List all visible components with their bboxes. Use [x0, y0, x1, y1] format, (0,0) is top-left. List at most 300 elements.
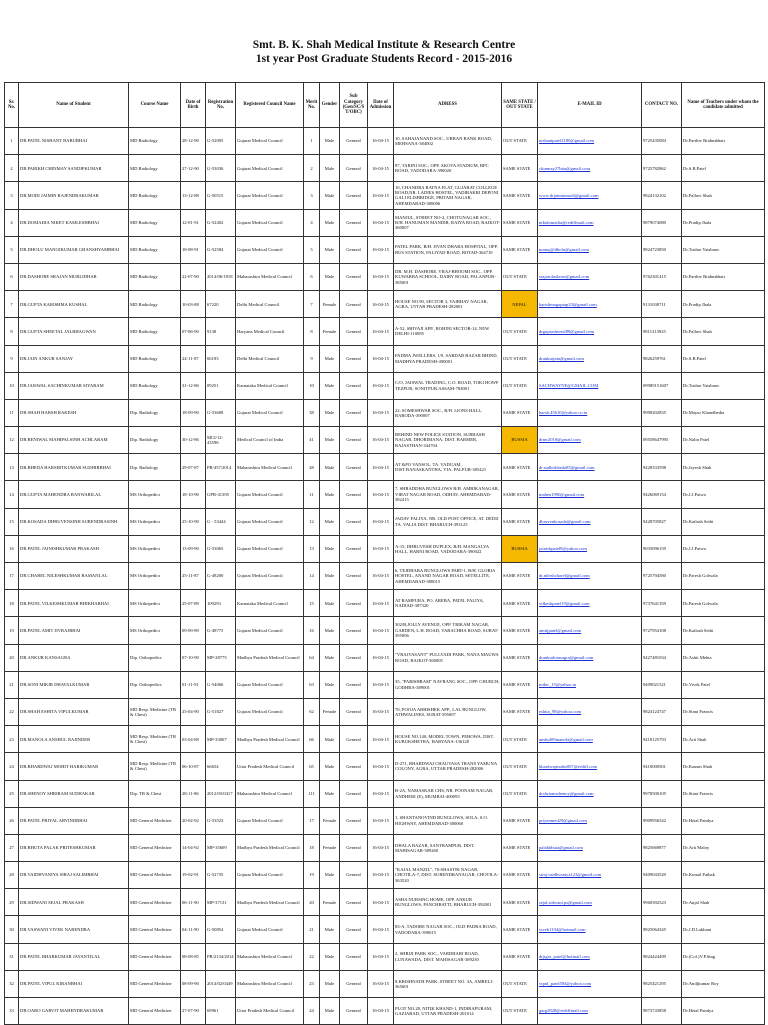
- cell-gender: Male: [320, 182, 340, 209]
- cell-council: Gujarat Medical Council: [236, 481, 304, 508]
- cell-gender: Male: [320, 427, 340, 454]
- cell-admission-date: 16-04-15: [368, 481, 394, 508]
- cell-dob: 30-12-86: [181, 427, 206, 454]
- cell-gender: Female: [320, 807, 340, 834]
- cell-contact: 9811313925: [642, 318, 682, 345]
- cell-teacher: Dr.Hetal Pandya: [682, 998, 765, 1025]
- cell-state: SAME STATE: [502, 454, 538, 481]
- cell-state: SAME STATE: [502, 889, 538, 916]
- cell-email[interactable]: palakbhuta@gmail.com: [538, 834, 642, 861]
- cell-email[interactable]: drguptasheetal88@gmail.com: [538, 318, 642, 345]
- cell-admission-date: 16-04-15: [368, 508, 394, 535]
- cell-category: General: [340, 182, 368, 209]
- cell-registration: G-53523: [206, 807, 236, 834]
- cell-sr-no: 23: [5, 726, 19, 753]
- cell-teacher: Dr.Anjal Shah: [682, 889, 765, 916]
- cell-address: A-52, SHIVAJI APP., ROHINI SECTOR-14, NEW DELHI-110085: [394, 318, 502, 345]
- cell-email[interactable]: vilkeshpatel19@gmail.com: [538, 590, 642, 617]
- cell-council: Maharashtra Medical Council: [236, 970, 304, 997]
- cell-admission-date: 16-04-15: [368, 372, 394, 399]
- cell-council: Gujarat Medical Council: [236, 671, 304, 698]
- cell-merit: 48: [304, 454, 320, 481]
- cell-name: DR.PATEL NISHANT BABUBHAI: [19, 128, 129, 155]
- cell-dob: 13-12-88: [181, 182, 206, 209]
- cell-contact: 9825421295: [642, 970, 682, 997]
- cell-gender: Female: [320, 698, 340, 725]
- cell-sr-no: 27: [5, 834, 19, 861]
- cell-email[interactable]: nishantpatel2180@gmail.com: [538, 128, 642, 155]
- cell-category: General: [340, 998, 368, 1025]
- cell-state: SAME STATE: [502, 563, 538, 590]
- cell-email[interactable]: drankurkansagra@gmail.com: [538, 644, 642, 671]
- cell-name: DR.DOMADIA NIKET KAMLESHBHAI: [19, 209, 129, 236]
- cell-council: Maharashtra Medical Council: [236, 454, 304, 481]
- cell-admission-date: 16-04-15: [368, 780, 394, 807]
- cell-address: 87, TARINI SOC., OPP. AKOTA STADIUM, BPC ROAD, VADODARA-390020: [394, 155, 502, 182]
- cell-admission-date: 16-04-15: [368, 834, 394, 861]
- cell-gender: Male: [320, 263, 340, 290]
- cell-registration: MCI/12-43596: [206, 427, 236, 454]
- cell-council: Maharashtra Medical Council: [236, 943, 304, 970]
- cell-merit: 19: [304, 862, 320, 889]
- document-subtitle: 1st year Post Graduate Students Record - 2015-2016: [255, 53, 513, 65]
- cell-name: DR.PATEL VILKESHKUMAR BHIKHABHAI: [19, 590, 129, 617]
- cell-sr-no: 22: [5, 698, 19, 725]
- cell-dob: 25-04-90: [181, 698, 206, 725]
- table-row: [5, 481, 765, 508]
- col-header-address: ADRESS: [394, 83, 502, 128]
- cell-teacher: Dr.Nalin Patel: [682, 427, 765, 454]
- cell-email[interactable]: mahen1990@gmail.com: [538, 481, 642, 508]
- cell-admission-date: 16-04-15: [368, 753, 394, 780]
- cell-state: SAME STATE: [502, 698, 538, 725]
- cell-gender: Male: [320, 780, 340, 807]
- cell-category: General: [340, 563, 368, 590]
- cell-admission-date: 16-04-15: [368, 345, 394, 372]
- cell-council: Uttar Pradesh Medical Council: [236, 753, 304, 780]
- cell-name: DR.KOSADA DHRUVENSINH SURENDRASINH: [19, 508, 129, 535]
- cell-address: 302/B,JOLLY AVENUE, OPP. TRIKAM NAGAR, GARDEN, L.H. ROAD, VARACHHA ROAD, SURAT-395006: [394, 617, 502, 644]
- table-body: [5, 128, 765, 1025]
- cell-merit: 15: [304, 590, 320, 617]
- cell-category: General: [340, 889, 368, 916]
- cell-address: PLOT NO.28, NITIK KHAND-1, INDIRAPURAM, GAZIABAD, UTTAR PRADESH-201014: [394, 998, 502, 1025]
- cell-email[interactable]: siraj.vaidhvaniya123@gmail.com: [538, 862, 642, 889]
- cell-sr-no: 15: [5, 508, 19, 535]
- cell-registration: G-51827: [206, 698, 236, 725]
- cell-email[interactable]: priyanmed29@gmail.com: [538, 807, 642, 834]
- cell-admission-date: 16-04-15: [368, 263, 394, 290]
- cell-sr-no: 32: [5, 970, 19, 997]
- cell-admission-date: 16-04-15: [368, 454, 394, 481]
- cell-registration: 2012/03/0417: [206, 780, 236, 807]
- cell-council: Gujarat Medical Council: [236, 182, 304, 209]
- cell-registration: MP-28775: [206, 644, 236, 671]
- cell-contact: 9410000501: [642, 753, 682, 780]
- col-header-contact: CONTACT NO.: [642, 83, 682, 128]
- cell-email[interactable]: srajan.dashore@gmail.com: [538, 263, 642, 290]
- cell-category: General: [340, 318, 368, 345]
- cell-sr-no: 30: [5, 916, 19, 943]
- col-header-course: Course Name: [129, 83, 181, 128]
- cell-name: DR.SHAH HARSH RAKESH: [19, 399, 129, 426]
- cell-teacher: Dr.J.D.Lakhani: [682, 916, 765, 943]
- cell-gender: Male: [320, 671, 340, 698]
- cell-name: DR.GUPTA KARISHMA KUSHAL: [19, 291, 129, 318]
- cell-email[interactable]: amitjpatel@gmail.com: [538, 617, 642, 644]
- cell-dob: 19-02-91: [181, 862, 206, 889]
- cell-council: Gujarat Medical Council: [236, 563, 304, 590]
- cell-course: MD General Medicine: [129, 943, 181, 970]
- cell-dob: 20-02-92: [181, 807, 206, 834]
- cell-dob: 13-09-90: [181, 535, 206, 562]
- cell-contact: 9725782862: [642, 155, 682, 182]
- cell-registration: G-52005: [206, 128, 236, 155]
- col-header-dob: Date of Birth: [181, 83, 206, 128]
- cell-name: DR.VAIDHVANIYA SIRAJ SALIMBHAI: [19, 862, 129, 889]
- cell-email[interactable]: manoj@dholu@gmail.com: [538, 236, 642, 263]
- cell-name: DR.PATEL VIPUL KIRANBHAI: [19, 970, 129, 997]
- cell-teacher: Dr.Kausm Shah: [682, 753, 765, 780]
- cell-dob: 14-04-92: [181, 834, 206, 861]
- cell-category: General: [340, 399, 368, 426]
- cell-admission-date: 16-04-15: [368, 807, 394, 834]
- cell-course: MD Radiology: [129, 236, 181, 263]
- cell-gender: Female: [320, 889, 340, 916]
- cell-email[interactable]: jainishpatel9@yahoo.com: [538, 535, 642, 562]
- cell-category: General: [340, 943, 368, 970]
- cell-sr-no: 1: [5, 128, 19, 155]
- cell-teacher: Dr.Parthiv Brahmbhatt: [682, 128, 765, 155]
- cell-course: MD Radiology: [129, 372, 181, 399]
- cell-gender: Male: [320, 617, 340, 644]
- cell-dob: 31-12-86: [181, 372, 206, 399]
- col-header-council: Registered Council Name: [236, 83, 304, 128]
- cell-contact: 9909956542: [642, 807, 682, 834]
- cell-merit: 111: [304, 780, 320, 807]
- cell-admission-date: 16-04-15: [368, 236, 394, 263]
- cell-merit: 7: [304, 291, 320, 318]
- cell-teacher: Dr.(Col.)V.P.Sing: [682, 943, 765, 970]
- cell-course: Dip. TB & Chest: [129, 780, 181, 807]
- cell-dob: 10-03-88: [181, 291, 206, 318]
- cell-state: SAME STATE: [502, 155, 538, 182]
- cell-registration: 109293: [206, 590, 236, 617]
- cell-address: MANJUL, STREET NO-2, CHOTUNAGAR SOC., B/H. HANUMAN MANDIR, RAIYA ROAD, RAJKOT-360007: [394, 209, 502, 236]
- cell-merit: 65: [304, 753, 320, 780]
- cell-merit: 41: [304, 427, 320, 454]
- cell-council: Gujarat Medical Council: [236, 698, 304, 725]
- cell-merit: 64: [304, 644, 320, 671]
- cell-teacher: Dr.S.B.Patel: [682, 345, 765, 372]
- col-header-teacher: Name of Teachers under whom the candidate admitted: [682, 83, 765, 128]
- cell-sr-no: 3: [5, 182, 19, 209]
- cell-address: D-271, BHARDWAJ CHAUVASA TRANS YAMUNA COLONY, AGRA, UTTAR PRADESH-282006: [394, 753, 502, 780]
- cell-email[interactable]: chinmay27bita@gmail.com: [538, 155, 642, 182]
- cell-sr-no: 31: [5, 943, 19, 970]
- cell-council: Gujarat Medical Council: [236, 617, 304, 644]
- cell-dob: 09-09-89: [181, 617, 206, 644]
- cell-teacher: Dr.J.J.Patwa: [682, 481, 765, 508]
- cell-course: MD Radiology: [129, 182, 181, 209]
- cell-registration: 66654: [206, 753, 236, 780]
- cell-contact: 9824723850: [642, 236, 682, 263]
- cell-teacher: Dr.Komal Pathak: [682, 862, 765, 889]
- cell-name: DR.PARIKH CHINMAY SANDIPKUMAR: [19, 155, 129, 182]
- cell-teacher: Dr.Parthiv Brahmbhatt: [682, 263, 765, 290]
- cell-category: General: [340, 128, 368, 155]
- cell-contact: 9960392523: [642, 889, 682, 916]
- table-row: [5, 563, 765, 590]
- cell-category: General: [340, 726, 368, 753]
- cell-state: OUT STATE: [502, 753, 538, 780]
- cell-category: General: [340, 508, 368, 535]
- cell-state: OUT STATE: [502, 726, 538, 753]
- table-row: [5, 590, 765, 617]
- cell-category: General: [340, 970, 368, 997]
- cell-sr-no: 26: [5, 807, 19, 834]
- cell-email[interactable]: dr.nileshcharel@gmail.com: [538, 563, 642, 590]
- students-table: [4, 82, 765, 1025]
- cell-registration: G-50515: [206, 182, 236, 209]
- col-header-sr-no: Sr. No.: [5, 83, 19, 128]
- cell-course: MD Radiology: [129, 209, 181, 236]
- cell-dob: 04-11-90: [181, 916, 206, 943]
- cell-email[interactable]: dhruvenkosada@gmail.com: [538, 508, 642, 535]
- cell-address: 22, SOMESHWAR SOC., B/H. LIONS HALL, BARODA-390007: [394, 399, 502, 426]
- cell-email[interactable]: www.drjaiminmodi@gmail.com: [538, 182, 642, 209]
- cell-dob: 28-11-86: [181, 780, 206, 807]
- table-row: [5, 698, 765, 725]
- cell-email[interactable]: vivek1104@hotmail.com: [538, 916, 642, 943]
- cell-registration: 69961: [206, 998, 236, 1025]
- cell-sr-no: 12: [5, 427, 19, 454]
- cell-course: MS Orthopedics: [129, 617, 181, 644]
- cell-state: RUSSIA: [502, 427, 538, 454]
- cell-email[interactable]: garg2828@rediffmail.com: [538, 998, 642, 1025]
- cell-council: Gujarat Medical Council: [236, 807, 304, 834]
- cell-contact: 9978500105: [642, 780, 682, 807]
- cell-admission-date: 16-04-15: [368, 563, 394, 590]
- cell-contact: 9427481034: [642, 644, 682, 671]
- cell-name: DR.PATEL PRIYAL ARVINDBHAI: [19, 807, 129, 834]
- cell-email[interactable]: harsh.45610@yahoo.co.in: [538, 399, 642, 426]
- cell-gender: Male: [320, 726, 340, 753]
- cell-merit: 6: [304, 263, 320, 290]
- cell-contact: 9824132102: [642, 182, 682, 209]
- cell-address: A-15, DHRUVESH DUPLEX, B/H. MANGALYA HALL, HARNI ROAD, VADODARA-390022: [394, 535, 502, 562]
- cell-address: HOUSE NO.140, MODEL TOWN, PEHOWA, DIST. KURUKSHETRA, HARYANA-136128: [394, 726, 502, 753]
- cell-course: Dip. Radiology: [129, 454, 181, 481]
- cell-sr-no: 16: [5, 535, 19, 562]
- cell-gender: Male: [320, 943, 340, 970]
- table-row: [5, 182, 765, 209]
- cell-name: DR.OARO GARVIT MAHENDRAKUMAR: [19, 998, 129, 1025]
- cell-name: DR.SHENOY SHRIRAM SUDHAKAR: [19, 780, 129, 807]
- cell-registration: 2014/06/1818: [206, 263, 236, 290]
- cell-address: HOUSE NO.90, SECTOR 3, VAIBHAV NAGAR, AGRA, UTTAR PRADESH-282001: [394, 291, 502, 318]
- cell-address: 6, TEJDHARA BUNGLOWS PART-1, B/H. GLORIA HOSTEL, ANAND NAGAR ROAD, SETELLITE, AHEMDABAD-380015: [394, 563, 502, 590]
- cell-dob: 08-08-85: [181, 943, 206, 970]
- cell-email[interactable]: drshriramshenoy@gmail.com: [538, 780, 642, 807]
- cell-name: DR.PATEL BHARKUMAR JAYANTILAL: [19, 943, 129, 970]
- cell-address: 10, SAHAJANAND SOC., URBAN BANK ROAD, MEHSANA-384002: [394, 128, 502, 155]
- cell-email[interactable]: eshita_98@yahoo.com: [538, 698, 642, 725]
- cell-dob: 25-10-90: [181, 508, 206, 535]
- cell-teacher: Dr.Hetal Pandya: [682, 807, 765, 834]
- cell-email[interactable]: mikir_15@yahoo.in: [538, 671, 642, 698]
- cell-teacher: Dr.Arti Maloy: [682, 834, 765, 861]
- cell-address: 8,KRISHNATH PARK, STREET NO. 3A, AMRELI-365601: [394, 970, 502, 997]
- cell-teacher: Dr.Paresh Golwala: [682, 563, 765, 590]
- cell-contact: 9426069154: [642, 481, 682, 508]
- cell-admission-date: 16-04-15: [368, 155, 394, 182]
- cell-address: BEHIND NEW POLICE STATION, SUBHASH NAGAR, DHORIMANA, DIST. BARMER, RAJASTHAN-344704: [394, 427, 502, 454]
- table-row: [5, 970, 765, 997]
- cell-name: DR.PATEL AMIT JIVRAJBHAI: [19, 617, 129, 644]
- cell-dob: 29-07-87: [181, 454, 206, 481]
- table-row: [5, 155, 765, 182]
- cell-category: General: [340, 834, 368, 861]
- cell-admission-date: 16-04-15: [368, 862, 394, 889]
- cell-state: OUT STATE: [502, 263, 538, 290]
- cell-sr-no: 8: [5, 318, 19, 345]
- cell-course: MD Resp. Medicine (TB & Chest): [129, 753, 181, 780]
- cell-address: DHALA BAZAR, SANTRAMPUR, DIST. MAHISAGAR-389260: [394, 834, 502, 861]
- cell-registration: 09251: [206, 372, 236, 399]
- cell-gender: Male: [320, 399, 340, 426]
- cell-registration: G - 53444: [206, 508, 236, 535]
- cell-email[interactable]: bhardwajmohit007@rediff.com: [538, 753, 642, 780]
- table-row: [5, 916, 765, 943]
- cell-sr-no: 14: [5, 481, 19, 508]
- cell-gender: Male: [320, 345, 340, 372]
- cell-council: Karnataka Medical Council: [236, 372, 304, 399]
- cell-teacher: Dr.Vivek Patel: [682, 671, 765, 698]
- cell-merit: 10: [304, 372, 320, 399]
- cell-merit: 14: [304, 563, 320, 590]
- cell-registration: MP-35609: [206, 834, 236, 861]
- cell-sr-no: 9: [5, 345, 19, 372]
- cell-dob: 18-09-90: [181, 399, 206, 426]
- cell-address: 10, CHANDRA RATNA FLAT, GUJARAT COLLEGE ROAD,NR. LADIES HOSTEL, VADIBAKRI DEPONI GALI ELISBRIDGE, PRITAM NAGAR, AHEMDABAD-380006: [394, 182, 502, 209]
- table-row: [5, 508, 765, 535]
- col-header-admission-date: Date of Admission: [368, 83, 394, 128]
- cell-state: RUSSIA: [502, 535, 538, 562]
- cell-sr-no: 10: [5, 372, 19, 399]
- col-header-email: E-MAIL ID: [538, 83, 642, 128]
- cell-category: General: [340, 427, 368, 454]
- cell-council: Uttar Pradesh Medical Council: [236, 998, 304, 1025]
- cell-course: MD Radiology: [129, 345, 181, 372]
- cell-merit: 2: [304, 155, 320, 182]
- table-row: [5, 128, 765, 155]
- cell-state: NEPAL: [502, 291, 538, 318]
- cell-merit: 23: [304, 970, 320, 997]
- cell-registration: G-53608: [206, 399, 236, 426]
- cell-email[interactable]: karishmaguptap23@gmail.com: [538, 291, 642, 318]
- cell-email[interactable]: sejal.sidwani.ps@gmail.com: [538, 889, 642, 916]
- cell-sr-no: 24: [5, 753, 19, 780]
- cell-address: PADMA JWELLERS, 1/9, SARDAR BAZAR BHIND, MADHYA PRADESH-490001: [394, 345, 502, 372]
- cell-email[interactable]: drjigar_patel@hotmail.com: [538, 943, 642, 970]
- cell-council: Gujarat Medical Council: [236, 155, 304, 182]
- cell-sr-no: 21: [5, 671, 19, 698]
- cell-category: General: [340, 263, 368, 290]
- cell-category: General: [340, 807, 368, 834]
- cell-name: DR.GUPTA MAHENDRA BANWARILAL: [19, 481, 129, 508]
- cell-teacher: Dr.S.B.Patel: [682, 155, 765, 182]
- cell-gender: Male: [320, 209, 340, 236]
- cell-teacher: Dr.Tushar Vaishnav: [682, 236, 765, 263]
- cell-contact: 9418125793: [642, 726, 682, 753]
- cell-merit: 20: [304, 889, 320, 916]
- cell-teacher: Dr.Kailash Sethi: [682, 617, 765, 644]
- cell-contact: 9762301415: [642, 263, 682, 290]
- cell-council: Gujarat Medical Council: [236, 399, 304, 426]
- cell-course: MD General Medicine: [129, 889, 181, 916]
- cell-gender: Female: [320, 318, 340, 345]
- cell-email[interactable]: drankurjain@gmail.com: [538, 345, 642, 372]
- cell-contact: 9737641359: [642, 590, 682, 617]
- cell-dob: 18-08-91: [181, 236, 206, 263]
- cell-dob: 06-10-87: [181, 753, 206, 780]
- cell-course: MD General Medicine: [129, 916, 181, 943]
- cell-state: SAME STATE: [502, 862, 538, 889]
- cell-teacher: Dr.Kailash Sethi: [682, 508, 765, 535]
- cell-admission-date: 16-04-15: [368, 590, 394, 617]
- cell-email[interactable]: dr.sudhirbheda85@gmail.com: [538, 454, 642, 481]
- cell-contact: 9826259761: [642, 345, 682, 372]
- cell-council: Maharashtra Medical Council: [236, 780, 304, 807]
- col-header-state: SAME STATE / OUT STATE: [502, 83, 538, 128]
- cell-name: DR.BHEDA HARSHITKUMAR SUDHIRBHAI: [19, 454, 129, 481]
- cell-council: Gujarat Medical Council: [236, 508, 304, 535]
- cell-gender: Male: [320, 508, 340, 535]
- cell-sr-no: 2: [5, 155, 19, 182]
- cell-registration: G-53065: [206, 535, 236, 562]
- cell-email[interactable]: vipul_patel584@yahoo.com: [538, 970, 642, 997]
- cell-name: DR.BENIWAL MAHIPALSINH ACHLARAM: [19, 427, 129, 454]
- cell-gender: Male: [320, 236, 340, 263]
- cell-admission-date: 16-04-15: [368, 671, 394, 698]
- cell-course: Dip. Radiology: [129, 427, 181, 454]
- cell-email[interactable]: anshul09manola@gmail.com: [538, 726, 642, 753]
- cell-council: Maharashtra Medical Council: [236, 263, 304, 290]
- cell-admission-date: 16-04-15: [368, 998, 394, 1025]
- cell-email[interactable]: niktdomadia@rediffmail.com: [538, 209, 642, 236]
- cell-category: General: [340, 671, 368, 698]
- cell-council: Delhi Medical Council: [236, 291, 304, 318]
- table-row: [5, 617, 765, 644]
- cell-email[interactable]: drmr2010@gmail.com: [538, 427, 642, 454]
- cell-email[interactable]: SACHWAYNE@GMAIL.COM: [538, 372, 642, 399]
- cell-registration: MP-33007: [206, 726, 236, 753]
- cell-merit: 38: [304, 399, 320, 426]
- table-row: [5, 535, 765, 562]
- cell-course: MD General Medicine: [129, 834, 181, 861]
- cell-category: General: [340, 481, 368, 508]
- cell-admission-date: 16-04-15: [368, 427, 394, 454]
- cell-teacher: Dr.Pradip Jhala: [682, 291, 765, 318]
- cell-sr-no: 18: [5, 590, 19, 617]
- cell-course: Dip. Orthopedics: [129, 671, 181, 698]
- cell-admission-date: 16-04-15: [368, 291, 394, 318]
- document-title: Smt. B. K. Shah Medical Institute & Research Centre: [252, 39, 516, 51]
- cell-address: 2, SHRIJI PARK SOC., VARDHARI ROAD, LUNAWADA, DIST. MAHISAGAR-389230: [394, 943, 502, 970]
- cell-address: "KAJAL MANZIL", 70-SHASTRI NAGAR, CHOTILA-7, DIST. SURENDRANAGAR, CHOTILA-363520: [394, 862, 502, 889]
- cell-merit: 13: [304, 535, 320, 562]
